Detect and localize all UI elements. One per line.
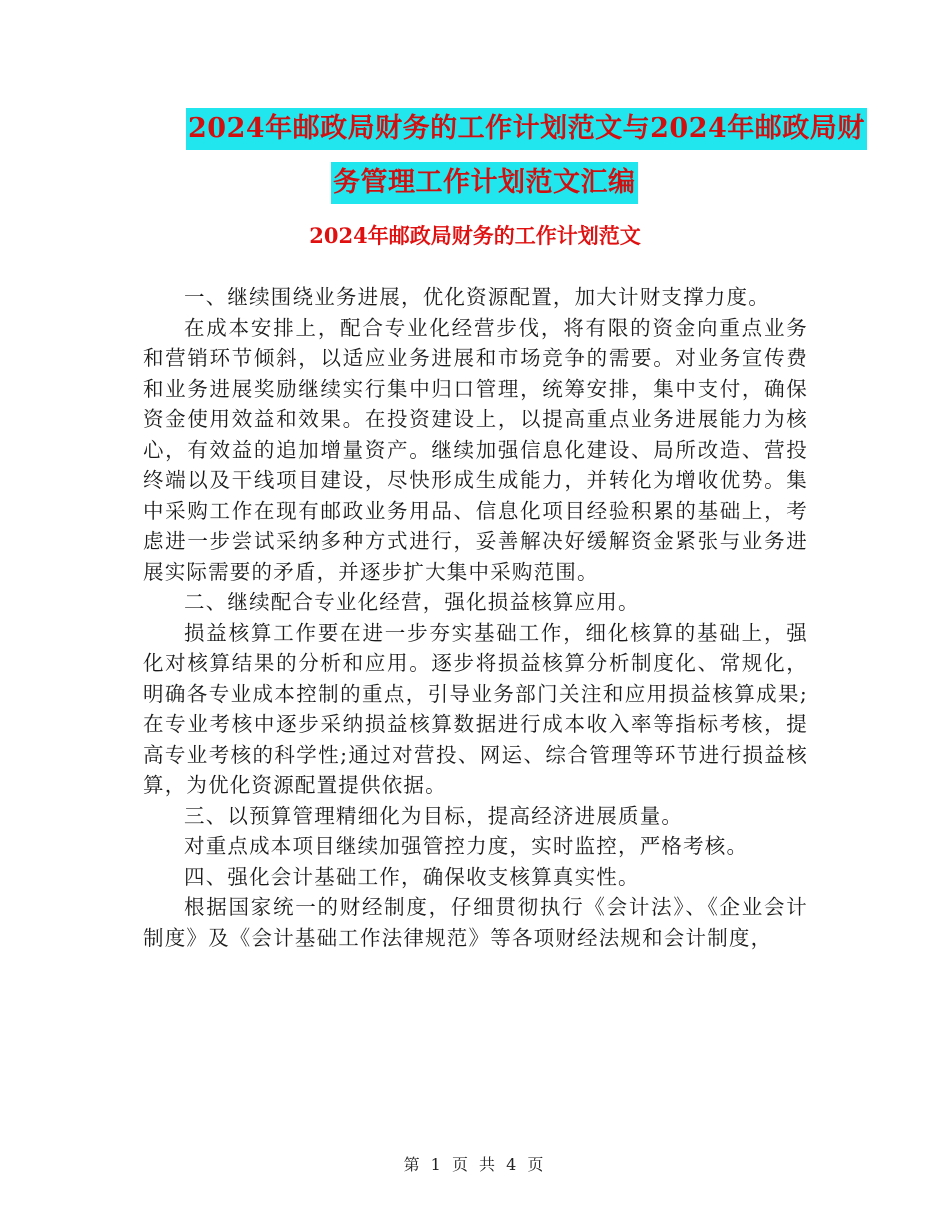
document-title — [0, 108, 950, 204]
paragraph-heading-4: 四、强化会计基础工作，确保收支核算真实性。 — [184, 864, 640, 889]
paragraph-heading-2: 二、继续配合专业化经营，强化损益核算应用。 — [184, 590, 640, 614]
page-footer: 第 1 页 共 4 页 — [403, 1155, 547, 1174]
paragraph: 损益核算工作要在进一步夯实基础工作，细化核算的基础上，强化对核算结果的分析和应用。逐步将损益核算分析制度化、常规化，明确各专业成本控制的重点，引导业务部门关注和应用损益核算成果;在专业考核中逐步采纳损益核算数据进行成本收入率等指标考核，提高专业考核的科学性;通过对营投、网运、综合管理等环节进行损益核算，为优化资源配置提供依据。 — [143, 620, 808, 797]
body-text — [143, 282, 808, 953]
section-title: 2024年邮政局财务的工作计划范文 — [309, 223, 641, 248]
title-line-1: 2024年邮政局财务的工作计划范文与2024年邮政局财 — [186, 108, 867, 150]
paragraph: 在成本安排上，配合专业化经营步伐，将有限的资金向重点业务和营销环节倾斜，以适应业务进展和市场竞争的需要。对业务宣传费和业务进展奖励继续实行集中归口管理，统筹安排，集中支付，确保资金使用效益和效果。在投资建设上，以提高重点业务进展能力为核心，有效益的追加增量资产。继续加强信息化建设、局所改造、营投终端以及干线项目建设，尽快形成生成能力，并转化为增收优势。集中采购工作在现有邮政业务用品、信息化项目经验积累的基础上，考虑进一步尝试采纳多种方式进行，妥善解决好缓解资金紧张与业务进展实际需要的矛盾，并逐步扩大集中采购范围。 — [143, 315, 808, 584]
title-line-2: 务管理工作计划范文汇编 — [331, 162, 638, 204]
paragraph-heading-3: 三、以预算管理精细化为目标，提高经济进展质量。 — [184, 803, 684, 828]
paragraph-heading-1: 一、继续围绕业务进展，优化资源配置，加大计财支撑力度。 — [184, 285, 770, 309]
paragraph: 根据国家统一的财经制度，仔细贯彻执行《会计法》、《企业会计制度》及《会计基础工作法律规范》等各项财经法规和会计制度， — [143, 895, 808, 950]
paragraph: 对重点成本项目继续加强管控力度，实时监控，严格考核。 — [184, 834, 749, 858]
